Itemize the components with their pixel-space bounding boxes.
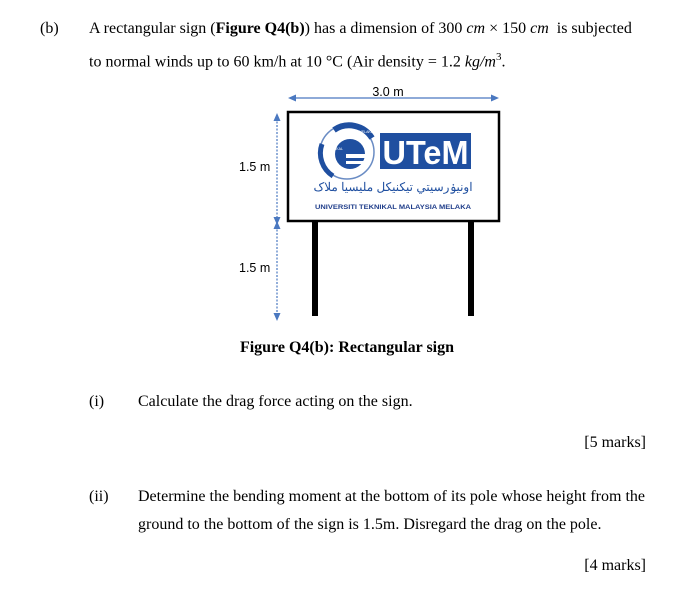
lower-height-arrow [274,221,281,321]
statement-text-a: A rectangular sign ( [89,20,216,37]
arabic-university-name: اونيۏرسيتي تيکنيکل مليسيا ملاک [313,180,473,194]
density-unit: kg/m [464,53,496,71]
figure-caption-text: Figure Q4(b): Rectangular sign [239,339,455,356]
question-ii-marks: [4 marks] [584,557,646,574]
question-i-text: Calculate the drag force acting on the sign. [138,393,413,410]
utem-wordmark: UTeM [382,134,469,171]
figure-caption [0,338,696,358]
emblem-ring-left: TEKNIKAL [326,147,343,151]
left-pole [312,222,318,316]
part-label: (b) [40,20,59,37]
question-ii-text-line1: Determine the bending moment at the bottom of its pole whose height from the [138,488,645,505]
width-label: 3.0 m [372,85,404,99]
utem-emblem [320,125,374,179]
university-name: UNIVERSITI TEKNIKAL MALAYSIA MELAKA [315,204,472,211]
question-ii-label: (ii) [89,488,109,505]
upper-height-label: 1.5 m [239,160,271,174]
right-pole [468,222,474,316]
question-ii-text-line2: ground to the bottom of the sign is 1.5m. Disregard the drag on the pole. [138,516,602,533]
density-exponent: 3 [495,51,502,63]
question-i-label: (i) [89,393,105,410]
unit-cm-1: cm [466,20,486,37]
unit-cm-2: cm [530,20,549,37]
question-i-marks: [5 marks] [584,434,646,451]
figure-reference: Figure Q4(b) [215,20,305,37]
statement-text-e: . [501,53,506,71]
statement-text-c: is subjected [556,20,632,37]
upper-height-arrow [274,113,281,225]
statement-text-d: to normal winds up to 60 km/h at 10 °C (Air density = 1.2 [89,53,465,71]
lower-height-label: 1.5 m [239,261,271,275]
dimension-150: 150 [502,20,527,37]
emblem-ring-top: MALAYSIA MELAKA [340,130,374,134]
statement-text-b: ) has a dimension of 300 [304,20,467,37]
times-symbol: × [489,20,499,37]
